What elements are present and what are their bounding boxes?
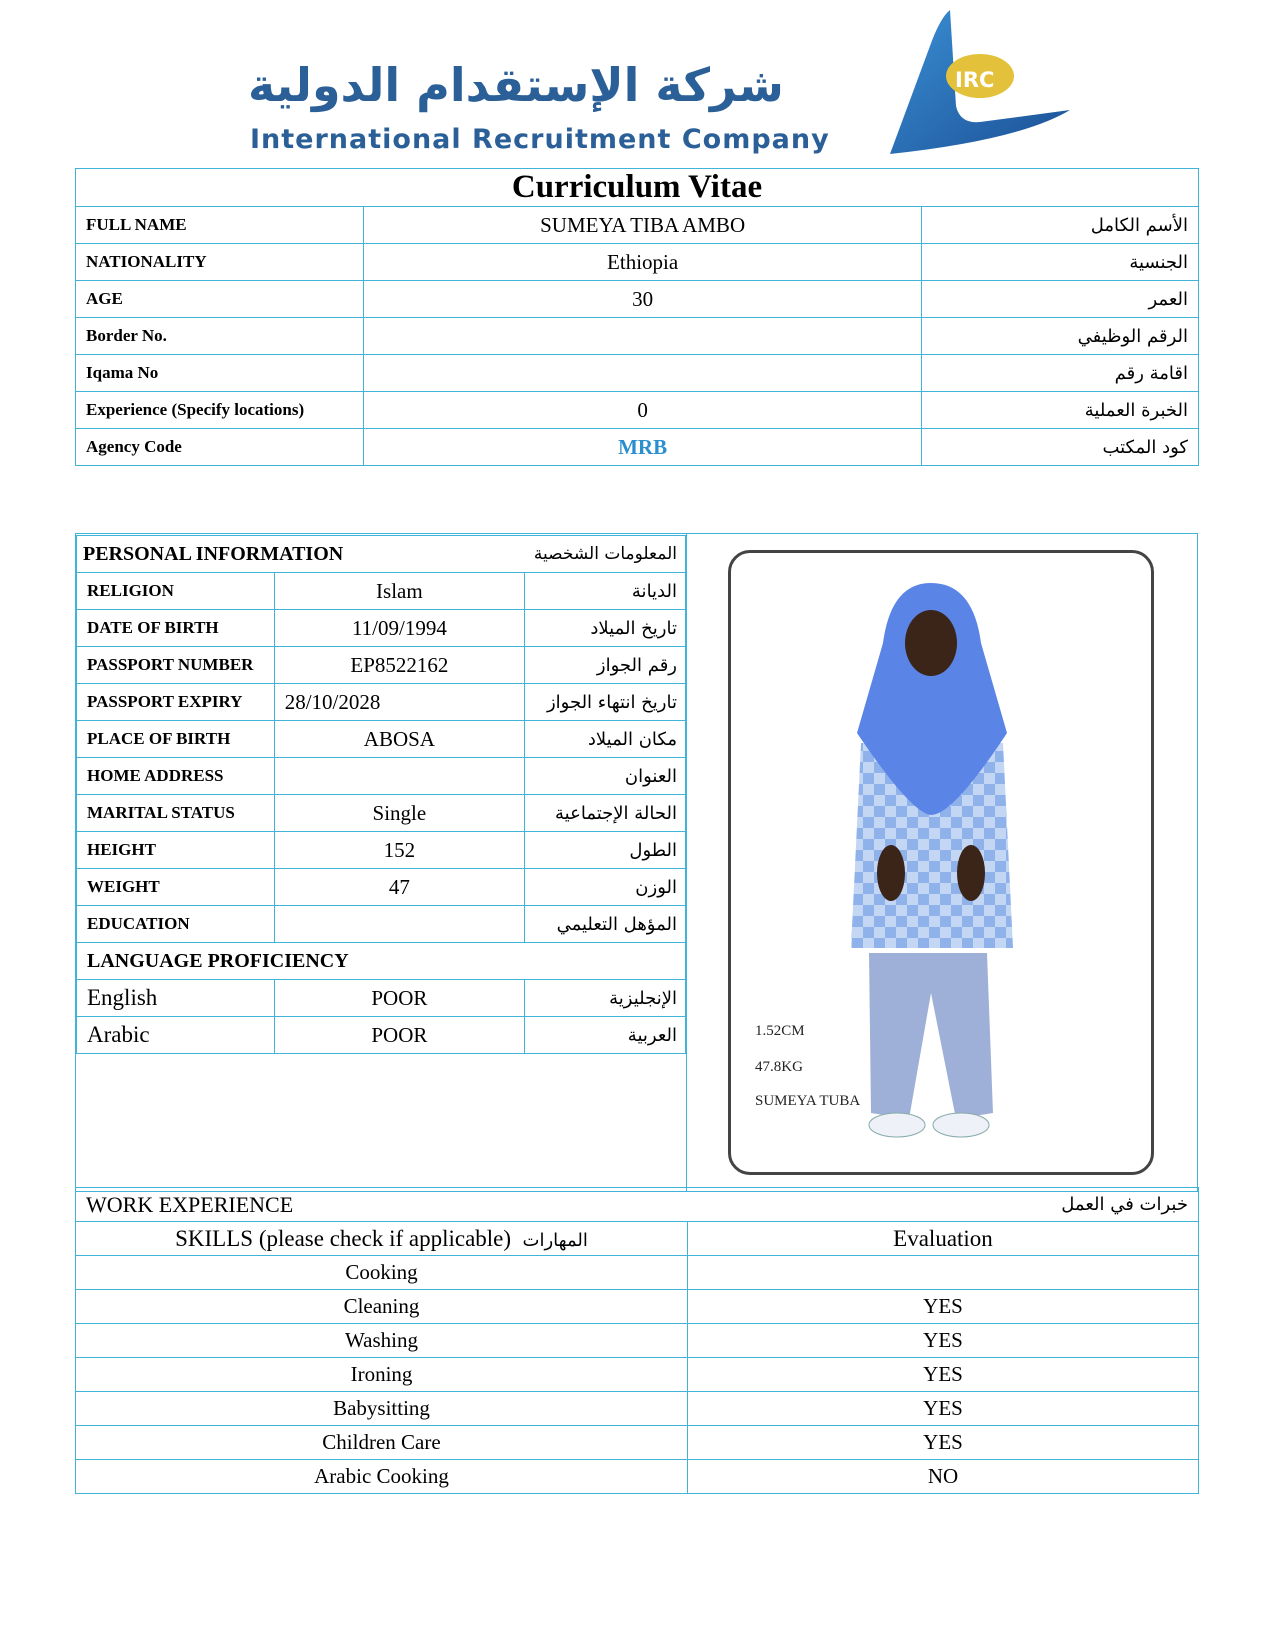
cv-title: Curriculum Vitae bbox=[76, 169, 1199, 207]
field-label-arabic: الجنسية bbox=[922, 244, 1199, 281]
skill-row bbox=[76, 1392, 1199, 1426]
cv-row-full-name bbox=[76, 207, 1199, 244]
field-label: MARITAL STATUS bbox=[77, 795, 275, 832]
field-value: ABOSA bbox=[274, 721, 524, 758]
field-label-arabic: الطول bbox=[525, 832, 686, 869]
field-value: EP8522162 bbox=[274, 647, 524, 684]
pi-row-education bbox=[77, 906, 686, 943]
field-value: Single bbox=[274, 795, 524, 832]
pi-row-marital-status bbox=[77, 795, 686, 832]
field-label: Iqama No bbox=[76, 355, 364, 392]
field-label-arabic: الرقم الوظيفي bbox=[922, 318, 1199, 355]
skill-row bbox=[76, 1256, 1199, 1290]
field-label: PLACE OF BIRTH bbox=[77, 721, 275, 758]
skill-name: Ironing bbox=[76, 1358, 688, 1392]
personal-info-heading: PERSONAL INFORMATION bbox=[77, 536, 525, 573]
skill-name: Washing bbox=[76, 1324, 688, 1358]
work-experience-heading: WORK EXPERIENCE bbox=[76, 1188, 688, 1222]
photo-caption-weight: 47.8KG bbox=[755, 1059, 803, 1075]
skill-evaluation: YES bbox=[688, 1426, 1199, 1460]
field-value: 0 bbox=[364, 392, 922, 429]
work-experience-heading-arabic: خبرات في العمل bbox=[688, 1188, 1199, 1222]
field-label-arabic: اقامة رقم bbox=[922, 355, 1199, 392]
pi-row-passport-expiry bbox=[77, 684, 686, 721]
field-label-arabic: تاريخ الميلاد bbox=[525, 610, 686, 647]
work-experience-header bbox=[76, 1188, 1199, 1222]
skill-evaluation: YES bbox=[688, 1358, 1199, 1392]
field-value: 11/09/1994 bbox=[274, 610, 524, 647]
language-level: POOR bbox=[274, 1017, 524, 1054]
personal-info-table bbox=[76, 535, 686, 1054]
logo-arabic-name: شركة الإستقدام الدولية bbox=[248, 58, 784, 112]
personal-info-heading-arabic: المعلومات الشخصية bbox=[525, 536, 686, 573]
language-proficiency-heading: LANGUAGE PROFICIENCY bbox=[77, 943, 686, 980]
cv-summary-table bbox=[75, 168, 1199, 466]
skill-name: Arabic Cooking bbox=[76, 1460, 688, 1494]
cv-row-border-no bbox=[76, 318, 1199, 355]
skills-heading-arabic: المهارات bbox=[522, 1229, 588, 1251]
language-proficiency-header bbox=[77, 943, 686, 980]
agency-code-value: MRB bbox=[364, 429, 922, 466]
field-value: 30 bbox=[364, 281, 922, 318]
skill-evaluation: YES bbox=[688, 1324, 1199, 1358]
field-label: FULL NAME bbox=[76, 207, 364, 244]
field-value: 28/10/2028 bbox=[274, 684, 524, 721]
skill-row bbox=[76, 1426, 1199, 1460]
field-label: Border No. bbox=[76, 318, 364, 355]
field-label-arabic: الأسم الكامل bbox=[922, 207, 1199, 244]
skill-evaluation: YES bbox=[688, 1392, 1199, 1426]
field-label: Agency Code bbox=[76, 429, 364, 466]
logo-english-name: International Recruitment Company bbox=[250, 124, 830, 155]
field-value bbox=[274, 906, 524, 943]
skill-name: Babysitting bbox=[76, 1392, 688, 1426]
cv-row-experience bbox=[76, 392, 1199, 429]
skills-heading-text: SKILLS (please check if applicable) bbox=[175, 1225, 512, 1251]
field-label-arabic: المؤهل التعليمي bbox=[525, 906, 686, 943]
pi-row-weight bbox=[77, 869, 686, 906]
photo-caption-name: SUMEYA TUBA bbox=[755, 1093, 861, 1109]
personal-info-header bbox=[77, 536, 686, 573]
field-label: HEIGHT bbox=[77, 832, 275, 869]
field-label: DATE OF BIRTH bbox=[77, 610, 275, 647]
skill-row bbox=[76, 1290, 1199, 1324]
pi-row-date-of-birth bbox=[77, 610, 686, 647]
field-label-arabic: العنوان bbox=[525, 758, 686, 795]
pi-row-place-of-birth bbox=[77, 721, 686, 758]
field-label-arabic: الديانة bbox=[525, 573, 686, 610]
field-label: EDUCATION bbox=[77, 906, 275, 943]
field-label: WEIGHT bbox=[77, 869, 275, 906]
field-label-arabic: تاريخ انتهاء الجواز bbox=[525, 684, 686, 721]
field-value bbox=[364, 318, 922, 355]
language-row-arabic bbox=[77, 1017, 686, 1054]
language-level: POOR bbox=[274, 980, 524, 1017]
field-label-arabic: الحالة الإجتماعية bbox=[525, 795, 686, 832]
field-label-arabic: الوزن bbox=[525, 869, 686, 906]
field-value: Ethiopia bbox=[364, 244, 922, 281]
pi-row-religion bbox=[77, 573, 686, 610]
field-label: RELIGION bbox=[77, 573, 275, 610]
language-name-arabic: الإنجليزية bbox=[525, 980, 686, 1017]
skill-evaluation: YES bbox=[688, 1290, 1199, 1324]
field-label-arabic: العمر bbox=[922, 281, 1199, 318]
field-label: PASSPORT NUMBER bbox=[77, 647, 275, 684]
field-value bbox=[364, 355, 922, 392]
skills-table bbox=[75, 1187, 1199, 1494]
skill-row bbox=[76, 1460, 1199, 1494]
cv-row-age bbox=[76, 281, 1199, 318]
field-label: AGE bbox=[76, 281, 364, 318]
field-label: NATIONALITY bbox=[76, 244, 364, 281]
language-name: Arabic bbox=[77, 1017, 275, 1054]
photo-caption-height: 1.52CM bbox=[755, 1023, 805, 1039]
skill-name: Children Care bbox=[76, 1426, 688, 1460]
skill-row bbox=[76, 1324, 1199, 1358]
field-value: 47 bbox=[274, 869, 524, 906]
field-label: Experience (Specify locations) bbox=[76, 392, 364, 429]
skill-name: Cleaning bbox=[76, 1290, 688, 1324]
skills-header-row bbox=[76, 1222, 1199, 1256]
pi-row-height bbox=[77, 832, 686, 869]
language-name: English bbox=[77, 980, 275, 1017]
candidate-photo bbox=[728, 550, 1154, 1175]
field-value: SUMEYA TIBA AMBO bbox=[364, 207, 922, 244]
frame-divider bbox=[686, 533, 687, 1192]
cv-row-iqama-no bbox=[76, 355, 1199, 392]
language-row-english bbox=[77, 980, 686, 1017]
field-label-arabic: مكان الميلاد bbox=[525, 721, 686, 758]
pi-row-passport-number bbox=[77, 647, 686, 684]
skills-heading bbox=[76, 1222, 688, 1256]
language-name-arabic: العربية bbox=[525, 1017, 686, 1054]
person-figure-icon bbox=[731, 553, 1151, 1172]
evaluation-heading: Evaluation bbox=[688, 1222, 1199, 1256]
field-label-arabic: كود المكتب bbox=[922, 429, 1199, 466]
logo-badge: IRC bbox=[955, 68, 995, 92]
field-value bbox=[274, 758, 524, 795]
cv-row-nationality bbox=[76, 244, 1199, 281]
cv-row-agency-code bbox=[76, 429, 1199, 466]
field-label: PASSPORT EXPIRY bbox=[77, 684, 275, 721]
field-label: HOME ADDRESS bbox=[77, 758, 275, 795]
skill-row bbox=[76, 1358, 1199, 1392]
field-label-arabic: الخبرة العملية bbox=[922, 392, 1199, 429]
field-value: 152 bbox=[274, 832, 524, 869]
skill-evaluation: NO bbox=[688, 1460, 1199, 1494]
skill-evaluation bbox=[688, 1256, 1199, 1290]
company-logo bbox=[240, 6, 1080, 156]
field-label-arabic: رقم الجواز bbox=[525, 647, 686, 684]
skill-name: Cooking bbox=[76, 1256, 688, 1290]
field-value: Islam bbox=[274, 573, 524, 610]
pi-row-home-address bbox=[77, 758, 686, 795]
